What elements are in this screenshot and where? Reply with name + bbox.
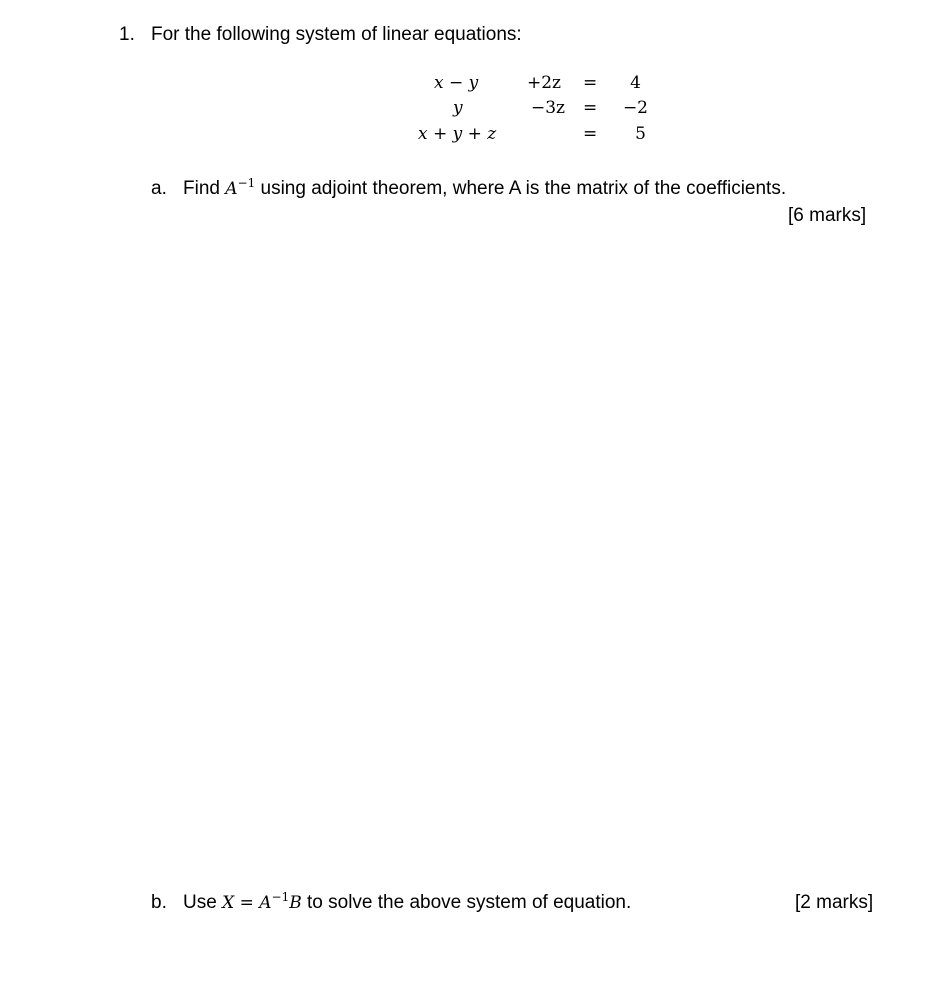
part-b-text-before: Use [183,892,217,913]
part-b-text [183,890,632,913]
question-prompt: For the following system of linear equations: [151,24,522,45]
eq2-lhs-a: y [453,98,463,118]
eq3-lhs-a: x + y + z [418,124,497,144]
part-b-math-tail: B [289,893,302,913]
part-b-math-lhs: X [222,893,235,913]
part-a-text [183,176,787,199]
eq1-lhs-b: +2z [527,73,562,93]
part-a-text-before: Find [183,178,220,199]
part-a-math-sup: −1 [237,176,256,190]
eq2-equals: = [583,98,598,118]
part-a-marks: [6 marks] [788,205,867,226]
eq3-rhs: 5 [635,124,646,144]
eq1-lhs-a: x − y [434,73,479,93]
eq1-rhs: 4 [630,73,641,93]
part-b-math-sup: −1 [271,890,290,904]
part-b-math-eq: = [239,893,254,913]
part-b-marks: [2 marks] [795,892,874,913]
eq2-lhs-b: −3z [531,98,566,118]
part-b-text-after: to solve the above system of equation. [307,892,632,913]
part-b-math-base: A [259,893,272,913]
part-a-math-base: A [225,179,238,199]
part-a-math [225,176,256,199]
question-number: 1. [119,24,135,45]
eq1-equals: = [583,73,598,93]
part-a-label: a. [151,178,167,199]
eq3-equals: = [583,124,598,144]
part-b-math [222,890,302,913]
eq2-rhs: −2 [622,98,648,118]
part-b-label: b. [151,892,167,913]
part-a-text-after: using adjoint theorem, where A is the matrix of the coefficients. [260,178,787,199]
